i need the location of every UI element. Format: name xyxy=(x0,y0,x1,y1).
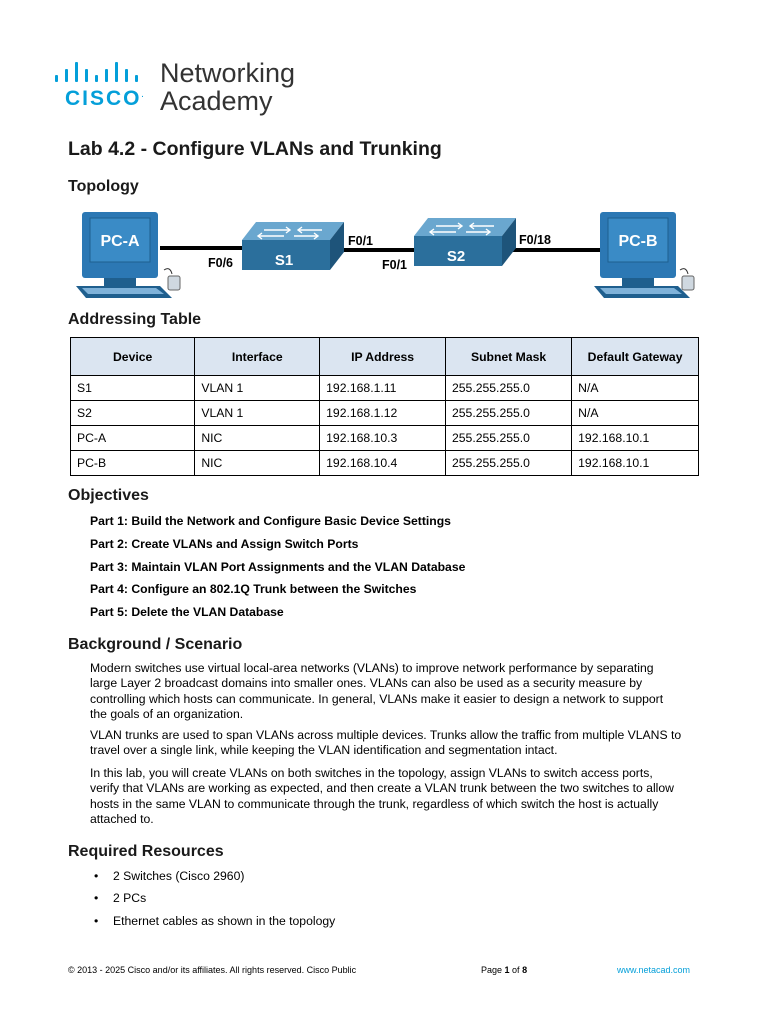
addressing-heading: Addressing Table xyxy=(68,311,202,328)
paragraph-line: Modern switches use virtual local-area networks (VLANs) to improve network performance by separating xyxy=(90,661,654,675)
bullet-icon: • xyxy=(94,869,99,883)
table-cell: PC-B xyxy=(71,451,195,476)
s2-switch-icon xyxy=(414,218,516,266)
paragraph-line: In this lab, you will create VLANs on both switches in the topology, assign VLANs to switch access ports, xyxy=(90,766,653,780)
table-cell: 192.168.10.1 xyxy=(572,451,699,476)
table-row xyxy=(71,451,699,476)
table-cell: 192.168.10.3 xyxy=(320,426,446,451)
col-header: Default Gateway xyxy=(572,338,699,376)
background-heading: Background / Scenario xyxy=(68,636,243,653)
col-header: Interface xyxy=(195,338,320,376)
paragraph-line: VLAN trunks are used to span VLANs across multiple devices. Trunks allow the traffic from multiple VLANS to xyxy=(90,728,682,742)
addressing-table xyxy=(70,337,699,476)
page-title: Lab 4.2 - Configure VLANs and Trunking xyxy=(68,138,442,160)
pc-b-port-label: F0/18 xyxy=(519,233,551,247)
table-cell: S1 xyxy=(71,376,195,401)
cisco-wordmark: CISCO. xyxy=(65,87,144,110)
background-paragraph-2 xyxy=(90,728,702,759)
table-cell: 255.255.255.0 xyxy=(446,426,572,451)
bullet-icon: • xyxy=(94,891,99,905)
objective-item: Part 5: Delete the VLAN Database xyxy=(90,605,284,619)
objective-item: Part 4: Configure an 802.1Q Trunk between the Switches xyxy=(90,582,417,596)
bullet-icon: • xyxy=(94,914,99,928)
paragraph-line: travel over a single link, while keeping the VLAN identification and segmentation intact. xyxy=(90,743,558,758)
objective-item: Part 3: Maintain VLAN Port Assignments and the VLAN Database xyxy=(90,560,466,574)
pc-b-icon xyxy=(594,212,694,298)
table-row xyxy=(71,426,699,451)
paragraph-line: verify that VLANs are working as expected, and then create a VLAN trunk between the two switches to allow xyxy=(90,781,674,796)
table-cell: 255.255.255.0 xyxy=(446,401,572,426)
paragraph-line: attached to. xyxy=(90,812,154,827)
table-header-row xyxy=(71,338,699,376)
footer-url-link[interactable]: www.netacad.com xyxy=(617,965,691,975)
paragraph-line: hosts in the same VLAN to communicate through the trunk, regardless of which switch the host is actually xyxy=(90,796,659,811)
s1-switch-icon xyxy=(242,222,344,270)
table-row xyxy=(71,376,699,401)
pc-a-icon xyxy=(76,212,180,298)
table-cell: VLAN 1 xyxy=(195,376,320,401)
paragraph-line: the goals of an organization. xyxy=(90,707,244,722)
table-cell: PC-A xyxy=(71,426,195,451)
logo-networking-text: Networking xyxy=(160,58,296,88)
s1-port-label: F0/1 xyxy=(348,234,374,248)
objective-item: Part 1: Build the Network and Configure Basic Device Settings xyxy=(90,514,451,528)
pc-a-label: PC-A xyxy=(100,233,140,250)
table-cell: 255.255.255.0 xyxy=(446,376,572,401)
footer-page-number: Page 1 of 8 xyxy=(481,965,528,975)
objectives-heading: Objectives xyxy=(68,487,149,504)
background-paragraph-3 xyxy=(90,766,702,828)
table-cell: S2 xyxy=(71,401,195,426)
s2-label: S2 xyxy=(446,248,466,265)
paragraph-line: large Layer 2 broadcast domains into smaller ones. VLANs can also be used as a security measure by xyxy=(90,676,643,691)
table-cell: 192.168.10.1 xyxy=(572,426,699,451)
topology-heading: Topology xyxy=(68,178,139,195)
pc-b-label: PC-B xyxy=(618,233,658,250)
table-cell: 192.168.1.12 xyxy=(320,401,446,426)
table-cell: 192.168.10.4 xyxy=(320,451,446,476)
pc-a-port-label: F0/6 xyxy=(208,256,234,270)
table-cell: VLAN 1 xyxy=(195,401,320,426)
cisco-bridge-icon xyxy=(55,60,149,82)
table-cell: NIC xyxy=(195,426,320,451)
objective-item: Part 2: Create VLANs and Assign Switch Ports xyxy=(90,537,359,551)
col-header: IP Address xyxy=(320,338,446,376)
resources-heading: Required Resources xyxy=(68,843,224,860)
table-cell: N/A xyxy=(572,376,699,401)
footer-copyright: © 2013 - 2025 Cisco and/or its affiliates. All rights reserved. Cisco Public xyxy=(68,965,357,975)
col-header: Device xyxy=(71,338,195,376)
s1-label: S1 xyxy=(274,252,294,269)
table-cell: 255.255.255.0 xyxy=(446,451,572,476)
table-row xyxy=(71,401,699,426)
col-header: Subnet Mask xyxy=(446,338,572,376)
paragraph-line: controlling which hosts can communicate. In general, VLANs make it easier to design a network to support xyxy=(90,691,664,706)
s2-port-label: F0/1 xyxy=(382,258,408,272)
background-paragraph-1 xyxy=(90,661,702,723)
cisco-networking-academy-logo xyxy=(55,58,315,118)
logo-academy-text: Academy xyxy=(160,86,273,116)
table-cell: NIC xyxy=(195,451,320,476)
table-cell: N/A xyxy=(572,401,699,426)
topology-diagram xyxy=(68,208,700,304)
table-cell: 192.168.1.11 xyxy=(320,376,446,401)
